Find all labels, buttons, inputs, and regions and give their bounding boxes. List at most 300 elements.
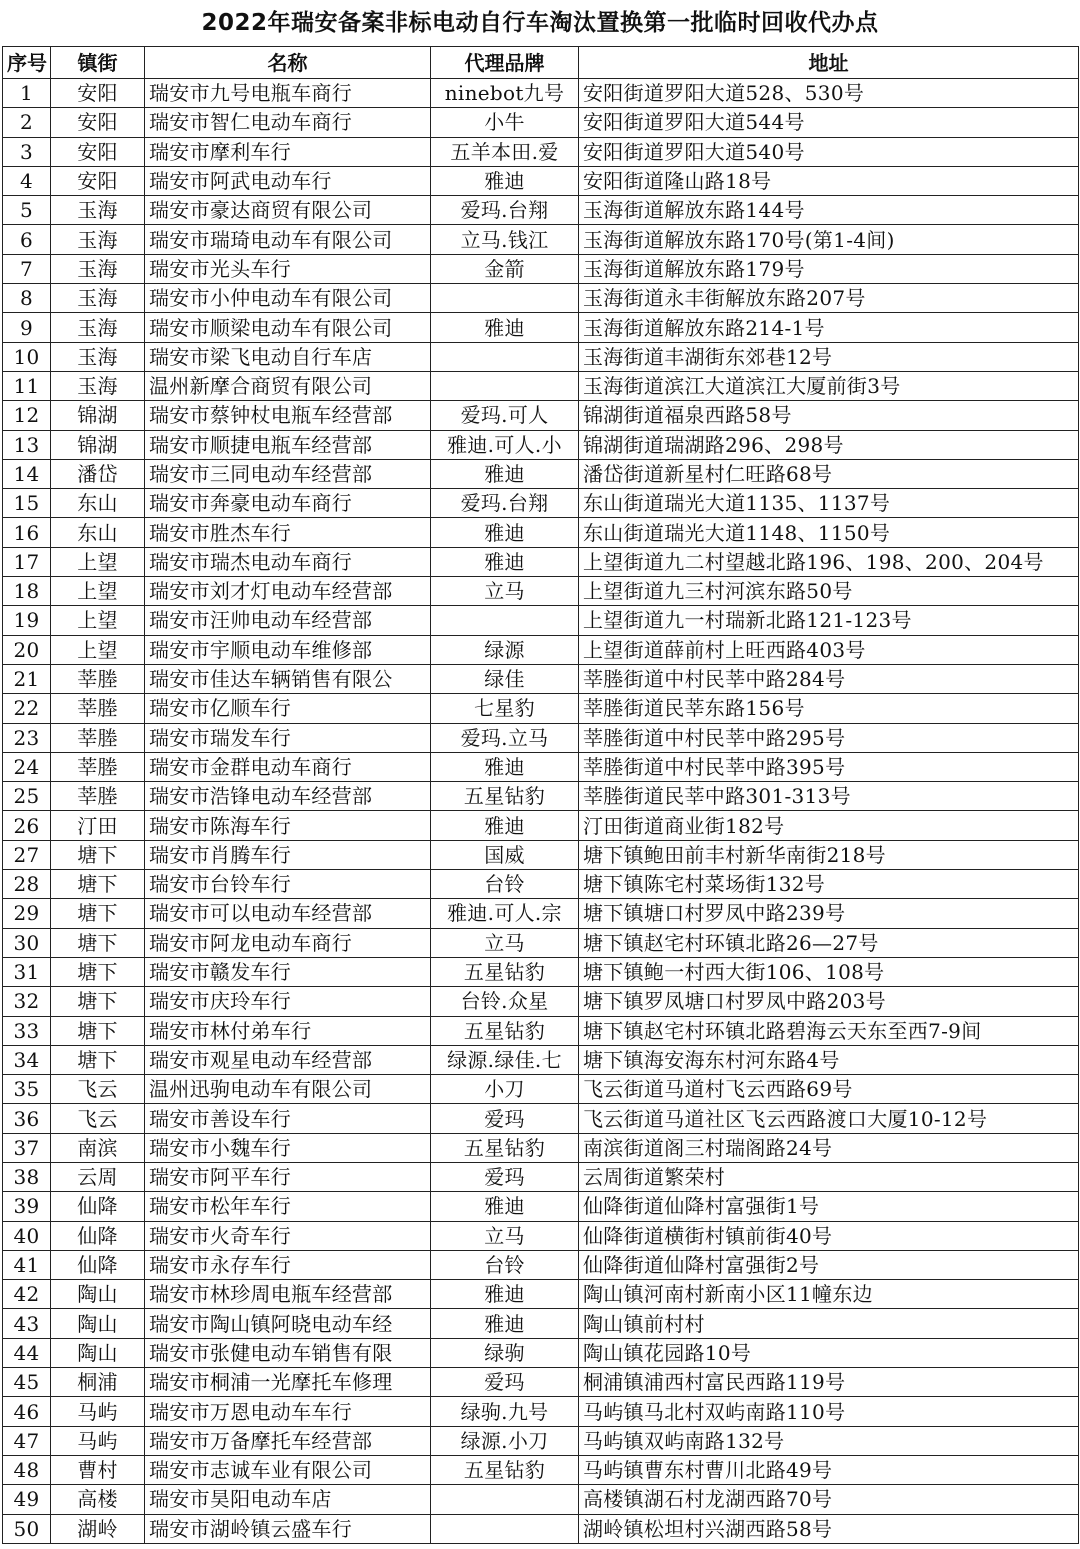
cell-brand: 国威	[431, 840, 579, 869]
table-row	[3, 79, 1079, 108]
cell-town: 塘下	[51, 987, 145, 1016]
cell-town: 玉海	[51, 284, 145, 313]
cell-brand	[431, 284, 579, 313]
cell-brand: 绿源	[431, 635, 579, 664]
cell-town: 莘塍	[51, 752, 145, 781]
cell-name: 瑞安市浩锋电动车经营部	[145, 782, 431, 811]
cell-town: 云周	[51, 1162, 145, 1191]
cell-town: 桐浦	[51, 1368, 145, 1397]
cell-name: 瑞安市汪帅电动车经营部	[145, 606, 431, 635]
cell-town: 上望	[51, 606, 145, 635]
cell-address: 东山街道瑞光大道1148、1150号	[579, 518, 1079, 547]
cell-name: 温州新摩合商贸有限公司	[145, 371, 431, 400]
cell-serial-number: 6	[3, 225, 51, 254]
cell-brand: 爱玛.可人	[431, 401, 579, 430]
cell-brand: 爱玛	[431, 1368, 579, 1397]
cell-address: 安阳街道隆山路18号	[579, 166, 1079, 195]
cell-town: 莘塍	[51, 723, 145, 752]
table-row	[3, 1309, 1079, 1338]
cell-brand: 立马	[431, 1221, 579, 1250]
cell-town: 塘下	[51, 1045, 145, 1074]
cell-town: 仙降	[51, 1192, 145, 1221]
table-row	[3, 635, 1079, 664]
cell-serial-number: 27	[3, 840, 51, 869]
table-row	[3, 371, 1079, 400]
cell-name: 瑞安市昊阳电动车店	[145, 1485, 431, 1514]
cell-serial-number: 40	[3, 1221, 51, 1250]
cell-town: 塘下	[51, 899, 145, 928]
cell-brand: ninebot九号	[431, 79, 579, 108]
cell-serial-number: 48	[3, 1455, 51, 1484]
cell-name: 瑞安市张健电动车销售有限	[145, 1338, 431, 1367]
cell-serial-number: 17	[3, 547, 51, 576]
cell-serial-number: 49	[3, 1485, 51, 1514]
cell-address: 仙降街道横街村镇前街40号	[579, 1221, 1079, 1250]
table-row	[3, 1338, 1079, 1367]
cell-brand: 雅迪	[431, 752, 579, 781]
cell-serial-number: 31	[3, 957, 51, 986]
cell-brand: 爱玛	[431, 1104, 579, 1133]
cell-town: 安阳	[51, 108, 145, 137]
cell-serial-number: 15	[3, 489, 51, 518]
table-row	[3, 489, 1079, 518]
cell-address: 玉海街道滨江大道滨江大厦前街3号	[579, 371, 1079, 400]
cell-address: 高楼镇湖石村龙湖西路70号	[579, 1485, 1079, 1514]
cell-town: 陶山	[51, 1280, 145, 1309]
table-row	[3, 313, 1079, 342]
table-row	[3, 1250, 1079, 1279]
cell-name: 瑞安市阿武电动车行	[145, 166, 431, 195]
cell-brand: 雅迪	[431, 1309, 579, 1338]
cell-name: 瑞安市万备摩托车经营部	[145, 1426, 431, 1455]
cell-serial-number: 1	[3, 79, 51, 108]
cell-name: 瑞安市观星电动车经营部	[145, 1045, 431, 1074]
cell-serial-number: 13	[3, 430, 51, 459]
cell-serial-number: 34	[3, 1045, 51, 1074]
table-row	[3, 577, 1079, 606]
cell-town: 塘下	[51, 1016, 145, 1045]
cell-address: 莘塍街道民莘中路301-313号	[579, 782, 1079, 811]
cell-address: 陶山镇前村村	[579, 1309, 1079, 1338]
cell-name: 温州迅驹电动车有限公司	[145, 1075, 431, 1104]
cell-address: 仙降街道仙降村富强街1号	[579, 1192, 1079, 1221]
cell-name: 瑞安市刘才灯电动车经营部	[145, 577, 431, 606]
cell-brand: 五星钻豹	[431, 1016, 579, 1045]
table-row	[3, 752, 1079, 781]
cell-address: 莘塍街道中村民莘中路395号	[579, 752, 1079, 781]
cell-town: 湖岭	[51, 1514, 145, 1543]
table-row	[3, 1397, 1079, 1426]
cell-brand: 台铃.众星	[431, 987, 579, 1016]
cell-town: 玉海	[51, 371, 145, 400]
cell-name: 瑞安市佳达车辆销售有限公	[145, 664, 431, 693]
table-row	[3, 928, 1079, 957]
cell-address: 塘下镇罗凤塘口村罗凤中路203号	[579, 987, 1079, 1016]
cell-brand: 爱玛	[431, 1162, 579, 1191]
cell-town: 塘下	[51, 957, 145, 986]
cell-serial-number: 20	[3, 635, 51, 664]
cell-brand: 雅迪	[431, 811, 579, 840]
cell-serial-number: 33	[3, 1016, 51, 1045]
cell-address: 马屿镇曹东村曹川北路49号	[579, 1455, 1079, 1484]
cell-brand: 绿源.小刀	[431, 1426, 579, 1455]
table-row	[3, 694, 1079, 723]
cell-town: 玉海	[51, 196, 145, 225]
cell-town: 飞云	[51, 1075, 145, 1104]
cell-address: 塘下镇塘口村罗凤中路239号	[579, 899, 1079, 928]
cell-town: 南滨	[51, 1133, 145, 1162]
cell-town: 东山	[51, 518, 145, 547]
cell-town: 玉海	[51, 342, 145, 371]
cell-name: 瑞安市庆玲车行	[145, 987, 431, 1016]
cell-name: 瑞安市湖岭镇云盛车行	[145, 1514, 431, 1543]
header-brand: 代理品牌	[431, 47, 579, 79]
cell-address: 安阳街道罗阳大道528、530号	[579, 79, 1079, 108]
table-row	[3, 1016, 1079, 1045]
cell-serial-number: 41	[3, 1250, 51, 1279]
cell-serial-number: 45	[3, 1368, 51, 1397]
cell-brand: 五星钻豹	[431, 782, 579, 811]
cell-town: 玉海	[51, 254, 145, 283]
cell-town: 玉海	[51, 313, 145, 342]
cell-name: 瑞安市善设车行	[145, 1104, 431, 1133]
cell-name: 瑞安市梁飞电动自行车店	[145, 342, 431, 371]
cell-serial-number: 4	[3, 166, 51, 195]
cell-serial-number: 36	[3, 1104, 51, 1133]
cell-address: 上望街道九一村瑞新北路121-123号	[579, 606, 1079, 635]
cell-brand: 台铃	[431, 1250, 579, 1279]
page-title: 2022年瑞安备案非标电动自行车淘汰置换第一批临时回收代办点	[201, 10, 879, 36]
table-row	[3, 782, 1079, 811]
cell-name: 瑞安市万恩电动车车行	[145, 1397, 431, 1426]
cell-name: 瑞安市永存车行	[145, 1250, 431, 1279]
cell-serial-number: 7	[3, 254, 51, 283]
cell-town: 仙降	[51, 1221, 145, 1250]
table-row	[3, 254, 1079, 283]
cell-address: 桐浦镇浦西村富民西路119号	[579, 1368, 1079, 1397]
cell-serial-number: 24	[3, 752, 51, 781]
cell-name: 瑞安市九号电瓶车商行	[145, 79, 431, 108]
cell-address: 陶山镇花园路10号	[579, 1338, 1079, 1367]
cell-brand: 爱玛.台翔	[431, 196, 579, 225]
cell-brand: 雅迪.可人.小	[431, 430, 579, 459]
cell-serial-number: 9	[3, 313, 51, 342]
cell-address: 湖岭镇松坦村兴湖西路58号	[579, 1514, 1079, 1543]
table-row	[3, 547, 1079, 576]
cell-name: 瑞安市瑞发车行	[145, 723, 431, 752]
cell-brand: 小牛	[431, 108, 579, 137]
table-row	[3, 1104, 1079, 1133]
cell-address: 上望街道薛前村上旺西路403号	[579, 635, 1079, 664]
cell-town: 飞云	[51, 1104, 145, 1133]
cell-name: 瑞安市赣发车行	[145, 957, 431, 986]
cell-brand: 金箭	[431, 254, 579, 283]
cell-address: 玉海街道解放东路179号	[579, 254, 1079, 283]
cell-brand	[431, 1514, 579, 1543]
cell-serial-number: 46	[3, 1397, 51, 1426]
cell-brand: 爱玛.立马	[431, 723, 579, 752]
table-row	[3, 957, 1079, 986]
table-row	[3, 430, 1079, 459]
table-row	[3, 1133, 1079, 1162]
cell-town: 上望	[51, 547, 145, 576]
cell-brand: 雅迪	[431, 547, 579, 576]
cell-address: 塘下镇鲍田前丰村新华南街218号	[579, 840, 1079, 869]
cell-town: 玉海	[51, 225, 145, 254]
cell-address: 锦湖街道瑞湖路296、298号	[579, 430, 1079, 459]
cell-serial-number: 29	[3, 899, 51, 928]
cell-address: 马屿镇双屿南路132号	[579, 1426, 1079, 1455]
header-address: 地址	[579, 47, 1079, 79]
cell-town: 上望	[51, 577, 145, 606]
cell-address: 玉海街道解放东路170号(第1-4间)	[579, 225, 1079, 254]
cell-brand: 立马	[431, 577, 579, 606]
cell-name: 瑞安市奔豪电动车商行	[145, 489, 431, 518]
cell-serial-number: 18	[3, 577, 51, 606]
cell-brand: 雅迪	[431, 1192, 579, 1221]
header-serial-number: 序号	[3, 47, 51, 79]
cell-serial-number: 8	[3, 284, 51, 313]
cell-serial-number: 14	[3, 459, 51, 488]
cell-name: 瑞安市三同电动车经营部	[145, 459, 431, 488]
table-header	[3, 47, 1079, 79]
cell-serial-number: 35	[3, 1075, 51, 1104]
cell-name: 瑞安市蔡钟杖电瓶车经营部	[145, 401, 431, 430]
cell-serial-number: 42	[3, 1280, 51, 1309]
cell-name: 瑞安市智仁电动车商行	[145, 108, 431, 137]
cell-town: 曹村	[51, 1455, 145, 1484]
cell-serial-number: 21	[3, 664, 51, 693]
cell-name: 瑞安市豪达商贸有限公司	[145, 196, 431, 225]
cell-brand: 雅迪.可人.宗	[431, 899, 579, 928]
cell-name: 瑞安市志诚车业有限公司	[145, 1455, 431, 1484]
table-row	[3, 723, 1079, 752]
cell-name: 瑞安市顺梁电动车有限公司	[145, 313, 431, 342]
cell-town: 马屿	[51, 1397, 145, 1426]
cell-address: 上望街道九二村望越北路196、198、200、204号	[579, 547, 1079, 576]
table-row	[3, 1368, 1079, 1397]
cell-town: 锦湖	[51, 430, 145, 459]
cell-serial-number: 37	[3, 1133, 51, 1162]
cell-name: 瑞安市顺捷电瓶车经营部	[145, 430, 431, 459]
cell-name: 瑞安市光头车行	[145, 254, 431, 283]
cell-address: 玉海街道永丰街解放东路207号	[579, 284, 1079, 313]
cell-address: 云周街道繁荣村	[579, 1162, 1079, 1191]
cell-town: 仙降	[51, 1250, 145, 1279]
cell-town: 马屿	[51, 1426, 145, 1455]
cell-serial-number: 43	[3, 1309, 51, 1338]
header-row	[3, 47, 1079, 79]
cell-town: 安阳	[51, 79, 145, 108]
cell-serial-number: 22	[3, 694, 51, 723]
header-town: 镇街	[51, 47, 145, 79]
cell-serial-number: 26	[3, 811, 51, 840]
cell-town: 汀田	[51, 811, 145, 840]
table-row	[3, 1514, 1079, 1543]
cell-serial-number: 10	[3, 342, 51, 371]
table-row	[3, 401, 1079, 430]
cell-brand: 立马	[431, 928, 579, 957]
cell-address: 锦湖街道福泉西路58号	[579, 401, 1079, 430]
cell-serial-number: 28	[3, 870, 51, 899]
cell-serial-number: 25	[3, 782, 51, 811]
table-row	[3, 137, 1079, 166]
cell-brand: 雅迪	[431, 459, 579, 488]
table-row	[3, 1485, 1079, 1514]
cell-brand: 雅迪	[431, 1280, 579, 1309]
cell-address: 莘塍街道中村民莘中路295号	[579, 723, 1079, 752]
cell-serial-number: 2	[3, 108, 51, 137]
table-row	[3, 1075, 1079, 1104]
cell-town: 陶山	[51, 1338, 145, 1367]
table-row	[3, 1280, 1079, 1309]
cell-address: 飞云街道马道社区飞云西路渡口大厦10-12号	[579, 1104, 1079, 1133]
cell-brand: 雅迪	[431, 518, 579, 547]
table-row	[3, 1455, 1079, 1484]
cell-address: 仙降街道仙降村富强街2号	[579, 1250, 1079, 1279]
cell-brand: 五羊本田.爱	[431, 137, 579, 166]
cell-town: 莘塍	[51, 664, 145, 693]
cell-address: 安阳街道罗阳大道540号	[579, 137, 1079, 166]
table-row	[3, 899, 1079, 928]
cell-serial-number: 44	[3, 1338, 51, 1367]
cell-serial-number: 19	[3, 606, 51, 635]
cell-serial-number: 30	[3, 928, 51, 957]
cell-address: 陶山镇河南村新南小区11幢东边	[579, 1280, 1079, 1309]
table-row	[3, 342, 1079, 371]
table-row	[3, 840, 1079, 869]
table-row	[3, 811, 1079, 840]
cell-brand: 雅迪	[431, 166, 579, 195]
cell-name: 瑞安市阿龙电动车商行	[145, 928, 431, 957]
cell-address: 马屿镇马北村双屿南路110号	[579, 1397, 1079, 1426]
cell-address: 塘下镇鲍一村西大街106、108号	[579, 957, 1079, 986]
cell-address: 莘塍街道中村民莘中路284号	[579, 664, 1079, 693]
cell-serial-number: 16	[3, 518, 51, 547]
cell-address: 安阳街道罗阳大道544号	[579, 108, 1079, 137]
cell-name: 瑞安市金群电动车商行	[145, 752, 431, 781]
cell-brand: 五星钻豹	[431, 1133, 579, 1162]
cell-town: 安阳	[51, 166, 145, 195]
cell-town: 锦湖	[51, 401, 145, 430]
cell-name: 瑞安市陶山镇阿晓电动车经	[145, 1309, 431, 1338]
table-row	[3, 1045, 1079, 1074]
cell-serial-number: 11	[3, 371, 51, 400]
cell-brand: 五星钻豹	[431, 1455, 579, 1484]
cell-name: 瑞安市小仲电动车有限公司	[145, 284, 431, 313]
cell-address: 东山街道瑞光大道1135、1137号	[579, 489, 1079, 518]
cell-town: 塘下	[51, 840, 145, 869]
cell-address: 南滨街道阁三村瑞阁路24号	[579, 1133, 1079, 1162]
table-row	[3, 284, 1079, 313]
cell-brand: 爱玛.台翔	[431, 489, 579, 518]
cell-town: 上望	[51, 635, 145, 664]
cell-address: 上望街道九三村河滨东路50号	[579, 577, 1079, 606]
cell-serial-number: 50	[3, 1514, 51, 1543]
table-row	[3, 1162, 1079, 1191]
header-name: 名称	[145, 47, 431, 79]
table-row	[3, 166, 1079, 195]
table-row	[3, 108, 1079, 137]
cell-serial-number: 32	[3, 987, 51, 1016]
cell-name: 瑞安市火奇车行	[145, 1221, 431, 1250]
cell-serial-number: 47	[3, 1426, 51, 1455]
cell-address: 塘下镇陈宅村菜场街132号	[579, 870, 1079, 899]
cell-address: 玉海街道解放东路214-1号	[579, 313, 1079, 342]
cell-town: 高楼	[51, 1485, 145, 1514]
cell-town: 塘下	[51, 928, 145, 957]
table-row	[3, 1426, 1079, 1455]
cell-brand: 绿源.绿佳.七	[431, 1045, 579, 1074]
cell-address: 玉海街道丰湖街东郊巷12号	[579, 342, 1079, 371]
cell-name: 瑞安市宇顺电动车维修部	[145, 635, 431, 664]
cell-address: 塘下镇赵宅村环镇北路26—27号	[579, 928, 1079, 957]
cell-town: 塘下	[51, 870, 145, 899]
cell-name: 瑞安市肖腾车行	[145, 840, 431, 869]
cell-name: 瑞安市可以电动车经营部	[145, 899, 431, 928]
cell-name: 瑞安市桐浦一光摩托车修理	[145, 1368, 431, 1397]
table-row	[3, 518, 1079, 547]
cell-brand	[431, 1485, 579, 1514]
cell-serial-number: 5	[3, 196, 51, 225]
table-row	[3, 459, 1079, 488]
cell-town: 东山	[51, 489, 145, 518]
cell-name: 瑞安市林珍周电瓶车经营部	[145, 1280, 431, 1309]
table-body	[3, 79, 1079, 1544]
table-row	[3, 225, 1079, 254]
cell-name: 瑞安市胜杰车行	[145, 518, 431, 547]
table-row	[3, 987, 1079, 1016]
cell-brand: 七星豹	[431, 694, 579, 723]
cell-address: 莘塍街道民莘东路156号	[579, 694, 1079, 723]
cell-name: 瑞安市摩利车行	[145, 137, 431, 166]
cell-serial-number: 39	[3, 1192, 51, 1221]
cell-brand	[431, 606, 579, 635]
cell-brand: 五星钻豹	[431, 957, 579, 986]
cell-name: 瑞安市瑞琦电动车有限公司	[145, 225, 431, 254]
table-row	[3, 196, 1079, 225]
table-row	[3, 606, 1079, 635]
table-row	[3, 870, 1079, 899]
cell-address: 飞云街道马道村飞云西路69号	[579, 1075, 1079, 1104]
cell-brand: 台铃	[431, 870, 579, 899]
cell-address: 塘下镇赵宅村环镇北路碧海云天东至西7-9间	[579, 1016, 1079, 1045]
table-row	[3, 1221, 1079, 1250]
cell-address: 潘岱街道新星村仁旺路68号	[579, 459, 1079, 488]
cell-brand: 雅迪	[431, 313, 579, 342]
cell-address: 玉海街道解放东路144号	[579, 196, 1079, 225]
cell-town: 莘塍	[51, 782, 145, 811]
recycling-points-table	[2, 46, 1079, 1544]
cell-name: 瑞安市亿顺车行	[145, 694, 431, 723]
cell-name: 瑞安市陈海车行	[145, 811, 431, 840]
cell-brand: 小刀	[431, 1075, 579, 1104]
cell-town: 陶山	[51, 1309, 145, 1338]
table-row	[3, 664, 1079, 693]
cell-town: 莘塍	[51, 694, 145, 723]
cell-serial-number: 3	[3, 137, 51, 166]
cell-name: 瑞安市小魏车行	[145, 1133, 431, 1162]
cell-name: 瑞安市阿平车行	[145, 1162, 431, 1191]
cell-name: 瑞安市瑞杰电动车商行	[145, 547, 431, 576]
cell-serial-number: 38	[3, 1162, 51, 1191]
cell-name: 瑞安市台铃车行	[145, 870, 431, 899]
cell-address: 塘下镇海安海东村河东路4号	[579, 1045, 1079, 1074]
cell-brand	[431, 371, 579, 400]
cell-brand: 立马.钱江	[431, 225, 579, 254]
cell-brand	[431, 342, 579, 371]
table-row	[3, 1192, 1079, 1221]
